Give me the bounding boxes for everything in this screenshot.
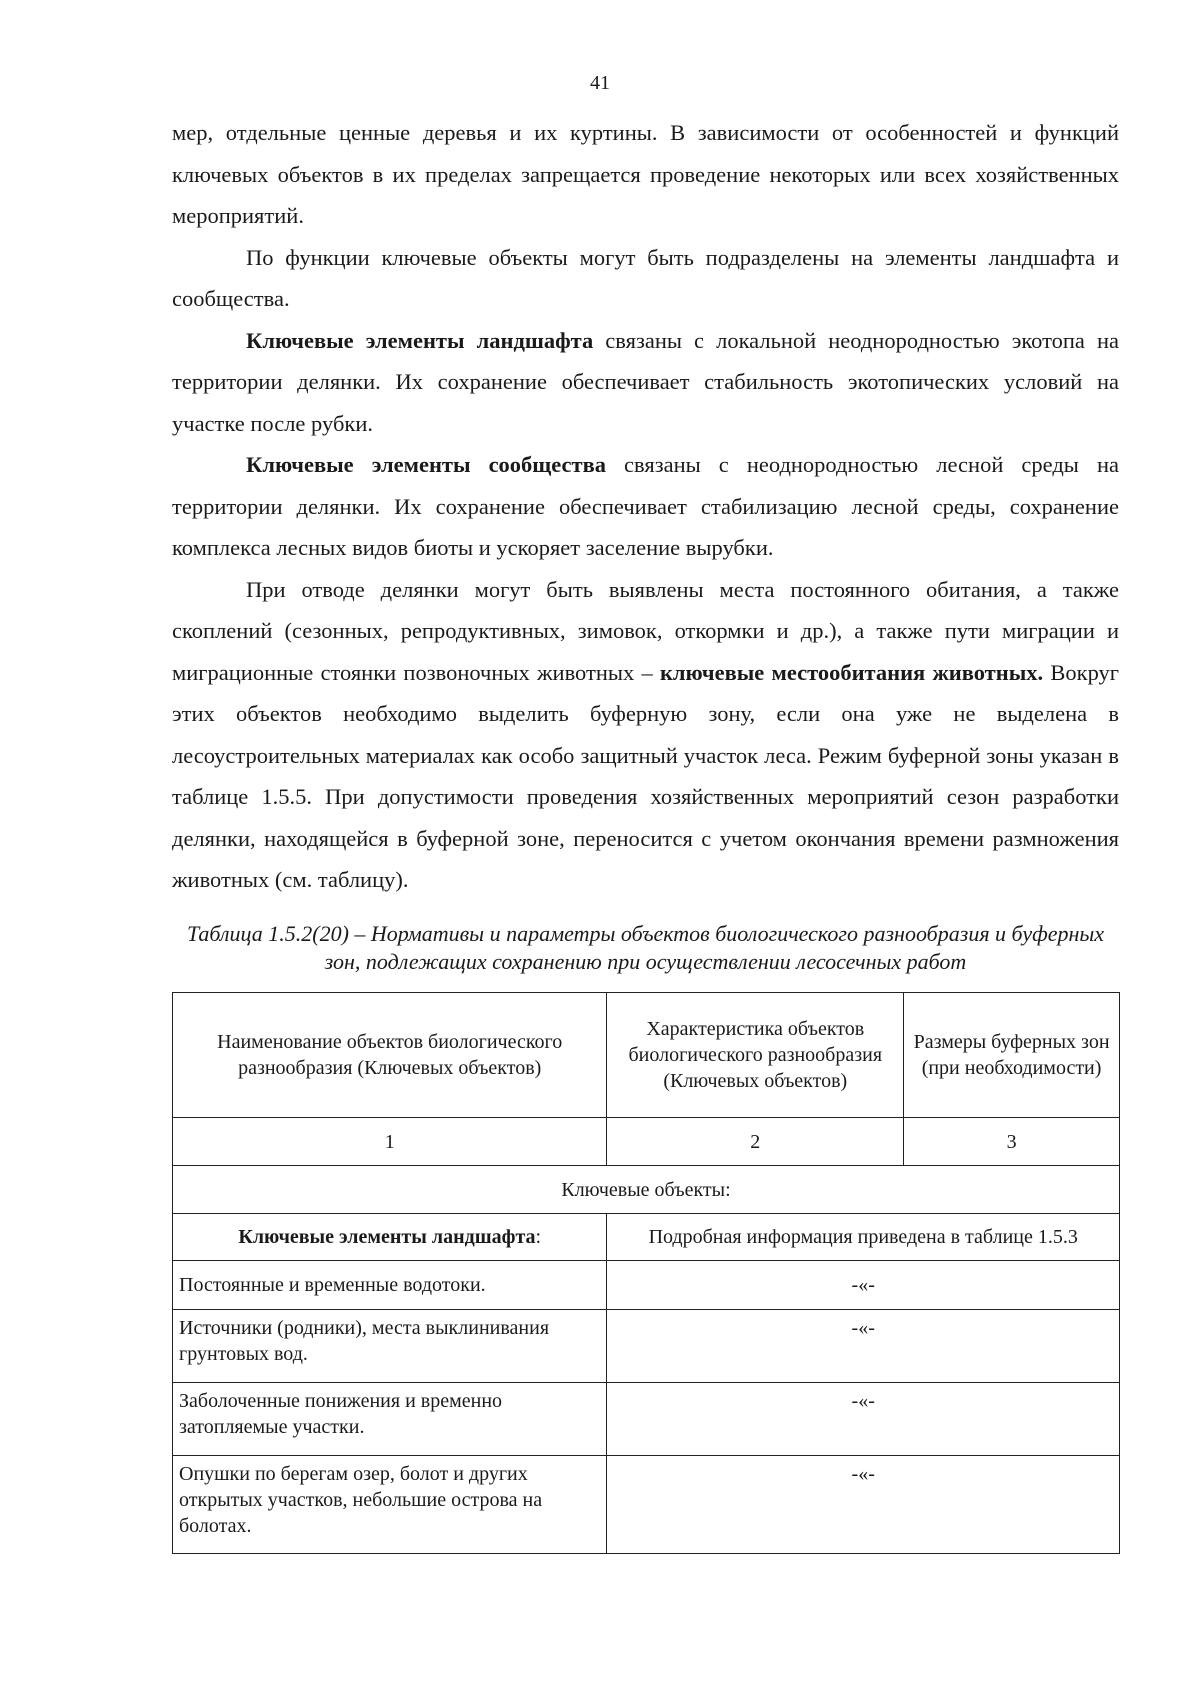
table-row [173, 1310, 1120, 1383]
object-name: Постоянные и временные водотоки. [173, 1261, 607, 1310]
paragraph-5-start: При отводе делянки могут быть выявлены места постоянного обитания, а также скоплений (сезонных, репродуктивных, зимовок, откормки и др.), а также пути миграции и миграционные стоянки позвоночных животных – [172, 576, 1119, 685]
subsection-colon: : [535, 1226, 542, 1248]
section-title: Ключевые объекты: [173, 1166, 1120, 1214]
header-buffer-zone-size: Размеры буферных зон (при необходимости) [904, 993, 1120, 1118]
object-value: -«- [607, 1383, 1120, 1456]
object-value: -«- [607, 1261, 1120, 1310]
column-number: 1 [173, 1118, 607, 1166]
subsection-label-cell [173, 1214, 607, 1261]
paragraph-5 [172, 569, 1119, 901]
paragraph-5-text: Вокруг этих объектов необходимо выделить буферную зону, если она уже не выделена в лесоустроительных материалах как особо защитный участок леса. Режим буферной зоны указан в таблице 1.5.5. При допустимости проведения хозяйственных мероприятий сезон разработки делянки, находящейся в буферной зоне, переносится с учетом окончания времени размножения животных (см. таблицу). [172, 659, 1120, 892]
header-objects-characteristics: Характеристика объектов биологического разнообразия (Ключевых объектов) [607, 993, 904, 1118]
paragraph-4 [172, 444, 1119, 569]
table-row [173, 1456, 1120, 1554]
subsection-info: Подробная информация приведена в таблице 1.5.3 [607, 1214, 1120, 1261]
table-header-row [173, 993, 1120, 1118]
paragraph-4-text: связаны с неоднородностью лесной среды на территории делянки. Их сохранение обеспечивает стабилизацию лесной среды, сохранение комплекса лесных видов биоты и ускоряет заселение вырубки. [172, 452, 1119, 560]
table-caption: Таблица 1.5.2(20) – Нормативы и параметры объектов биологического разнообразия и буферных зон, подлежащих сохранению при осуществлении лесосечных работ [186, 921, 1105, 974]
paragraph-3-text: связаны с локальной неоднородностью экотопа на территории делянки. Их сохранение обеспечивает стабильность экотопических условий на участке после рубки. [172, 327, 1119, 436]
document-body [172, 112, 1119, 901]
column-number: 3 [904, 1118, 1120, 1166]
biodiversity-table [172, 992, 1120, 1554]
section-row [173, 1166, 1120, 1214]
page-number: 41 [590, 72, 610, 94]
table-row [173, 1261, 1120, 1310]
object-name: Источники (родники), места выклинивания грунтовых вод. [173, 1310, 607, 1383]
header-objects-name: Наименование объектов биологического разнообразия (Ключевых объектов) [173, 993, 607, 1118]
term-animal-habitats: ключевые местообитания животных. [659, 659, 1044, 685]
term-community-elements: Ключевые элементы сообщества [246, 452, 606, 477]
subsection-label: Ключевые элементы ландшафта [238, 1226, 536, 1248]
paragraph-3 [172, 320, 1119, 445]
object-value: -«- [607, 1456, 1120, 1554]
object-name: Опушки по берегам озер, болот и других открытых участков, небольшие острова на болотах. [173, 1456, 607, 1554]
column-number: 2 [607, 1118, 904, 1166]
table-row [173, 1383, 1120, 1456]
column-number-row [173, 1118, 1120, 1166]
subsection-row [173, 1214, 1120, 1261]
paragraph-1: мер, отдельные ценные деревья и их куртины. В зависимости от особенностей и функций ключевых объектов в их пределах запрещается проведение некоторых или всех хозяйственных мероприятий. [172, 120, 1119, 228]
object-value: -«- [607, 1310, 1120, 1383]
term-landscape-elements: Ключевые элементы ландшафта [246, 327, 594, 353]
paragraph-2: По функции ключевые объекты могут быть подразделены на элементы ландшафта и сообщества. [172, 244, 1119, 311]
object-name: Заболоченные понижения и временно затопляемые участки. [173, 1383, 607, 1456]
